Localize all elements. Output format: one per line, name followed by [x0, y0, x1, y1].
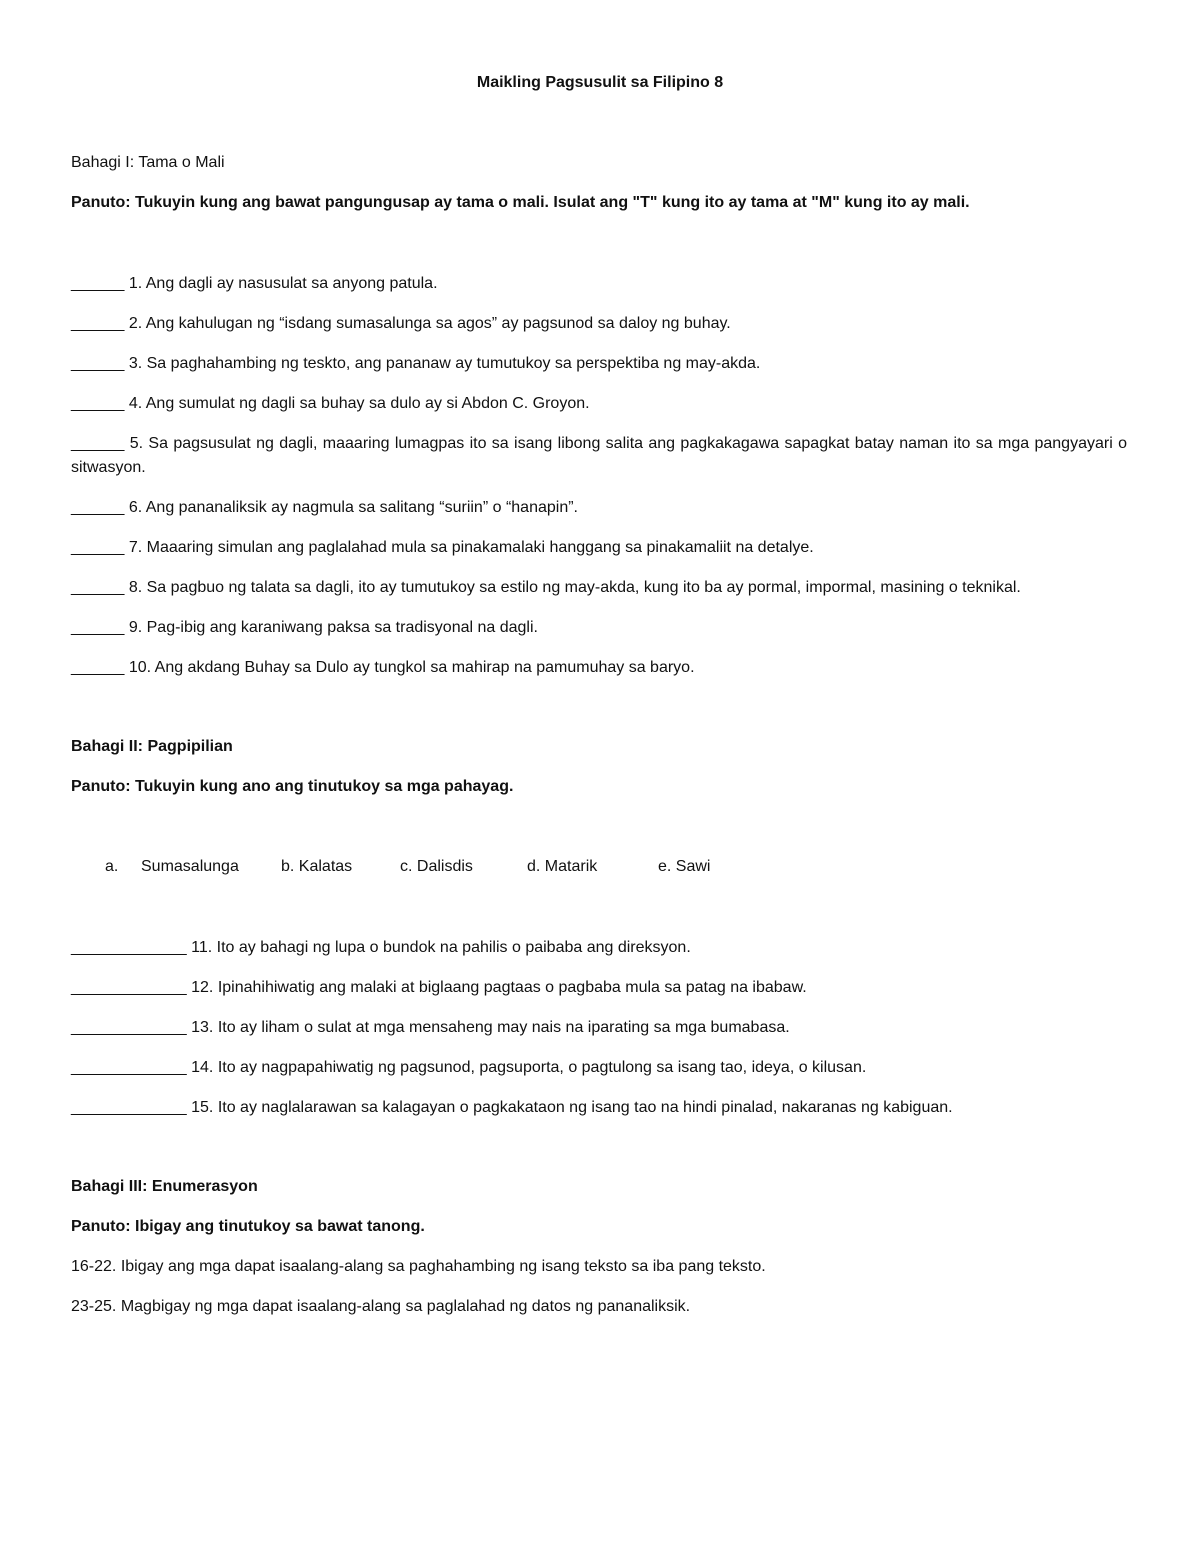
- part1-instruction-label: Panuto:: [71, 194, 131, 211]
- question-text: 5. Sa pagsusulat ng dagli, maaaring lumagpas ito sa isang libong salita ang pagkakagawa sapagkat batay naman ito sa mga pangyayari o sitwasyon.: [71, 435, 1127, 476]
- choice-b: b. Kalatas: [281, 858, 353, 875]
- answer-blank: ______: [71, 659, 125, 676]
- answer-blank: ______: [71, 315, 125, 332]
- answer-blank: _____________: [71, 1099, 187, 1116]
- answer-blank: _____________: [71, 979, 187, 996]
- answer-blank: _____________: [71, 1059, 187, 1076]
- choice-c: c. Dalisdis: [400, 858, 473, 875]
- part3-heading: Bahagi III: Enumerasyon: [71, 1178, 258, 1195]
- question-text: 10. Ang akdang Buhay sa Dulo ay tungkol sa mahirap na pamumuhay sa baryo.: [124, 659, 695, 676]
- answer-blank: ______: [71, 539, 125, 556]
- question-text: 8. Sa pagbuo ng talata sa dagli, ito ay tumutukoy sa estilo ng may-akda, kung ito ba ay pormal, impormal, masining o teknikal.: [124, 579, 1021, 596]
- enumeration-item-16-22: 16-22. Ibigay ang mga dapat isaalang-alang sa paghahambing ng isang teksto sa iba pang teksto.: [71, 1258, 766, 1275]
- answer-blank: ______: [71, 395, 125, 412]
- choice-a-letter: a.: [105, 858, 119, 875]
- answer-blank: ______: [71, 499, 125, 516]
- choice-d: d. Matarik: [527, 858, 598, 875]
- question-text: 14. Ito ay nagpapahiwatig ng pagsunod, pagsuporta, o pagtulong sa isang tao, ideya, o kilusan.: [186, 1059, 867, 1076]
- part1-heading-text: Bahagi I: Tama o Mali: [71, 154, 225, 171]
- question-15: [71, 1096, 1127, 1120]
- question-12: [71, 976, 1127, 1000]
- question-1: [71, 272, 1127, 296]
- choices-list: [105, 856, 1127, 878]
- part3-instruction: Panuto: Ibigay ang tinutukoy sa bawat tanong.: [71, 1218, 425, 1235]
- question-4: [71, 392, 1127, 416]
- question-3: [71, 352, 1127, 376]
- question-text: 7. Maaaring simulan ang paglalahad mula sa pinakamalaki hanggang sa pinakamaliit na detalye.: [124, 539, 814, 556]
- question-9: [71, 616, 1127, 640]
- question-text: 11. Ito ay bahagi ng lupa o bundok na pahilis o paibaba ang direksyon.: [186, 939, 691, 956]
- question-14: [71, 1056, 1127, 1080]
- part2-instruction-label: Panuto:: [71, 778, 131, 795]
- question-text: 3. Sa paghahambing ng teskto, ang pananaw ay tumutukoy sa perspektiba ng may-akda.: [124, 355, 761, 372]
- answer-blank: ______: [71, 579, 125, 596]
- question-2: [71, 312, 1127, 336]
- question-text: 9. Pag-ibig ang karaniwang paksa sa tradisyonal na dagli.: [124, 619, 538, 636]
- quiz-content: [71, 152, 1127, 1336]
- part2-instruction-text: Tukuyin kung ano ang tinutukoy sa mga pahayag.: [130, 778, 514, 795]
- question-10: [71, 656, 1127, 680]
- answer-blank: ______: [71, 355, 125, 372]
- part3-section: [71, 1176, 1127, 1318]
- question-text: 13. Ito ay liham o sulat at mga mensaheng may nais na iparating sa mga bumabasa.: [186, 1019, 790, 1036]
- question-text: 1. Ang dagli ay nasusulat sa anyong patula.: [124, 275, 438, 292]
- choice-a: Sumasalunga: [141, 858, 239, 875]
- question-13: [71, 1016, 1127, 1040]
- part2-heading: Bahagi II: Pagpipilian: [71, 738, 233, 755]
- answer-blank: _____________: [71, 939, 187, 956]
- answer-blank: ______: [71, 275, 125, 292]
- answer-blank: _____________: [71, 1019, 187, 1036]
- question-5: [71, 432, 1127, 480]
- part1-instruction-text: Tukuyin kung ang bawat pangungusap ay tama o mali. Isulat ang "T" kung ito ay tama at "M" kung ito ay mali.: [130, 194, 970, 211]
- choice-e: e. Sawi: [658, 858, 711, 875]
- question-7: [71, 536, 1127, 560]
- page-title: Maikling Pagsusulit sa Filipino 8: [476, 74, 724, 91]
- question-text: 12. Ipinahihiwatig ang malaki at biglaang pagtaas o pagbaba mula sa patag na ibabaw.: [186, 979, 807, 996]
- question-text: 15. Ito ay naglalarawan sa kalagayan o pagkakataon ng isang tao na hindi pinalad, nakaranas ng kabiguan.: [186, 1099, 953, 1116]
- part1-instruction: [71, 192, 1127, 214]
- answer-blank: ______: [71, 435, 125, 452]
- question-6: [71, 496, 1127, 520]
- question-text: 6. Ang pananaliksik ay nagmula sa salitang “suriin” o “hanapin”.: [124, 499, 578, 516]
- part1-section: [71, 152, 1127, 680]
- question-8: [71, 576, 1127, 600]
- part2-section: [71, 736, 1127, 1120]
- enumeration-item-23-25: 23-25. Magbigay ng mga dapat isaalang-alang sa paglalahad ng datos ng pananaliksik.: [71, 1298, 691, 1315]
- answer-blank: ______: [71, 619, 125, 636]
- part1-heading: [71, 152, 1127, 174]
- question-text: 2. Ang kahulugan ng “isdang sumasalunga sa agos” ay pagsunod sa daloy ng buhay.: [124, 315, 731, 332]
- part2-instruction: [71, 776, 1127, 798]
- question-text: 4. Ang sumulat ng dagli sa buhay sa dulo ay si Abdon C. Groyon.: [124, 395, 590, 412]
- question-11: [71, 936, 1127, 960]
